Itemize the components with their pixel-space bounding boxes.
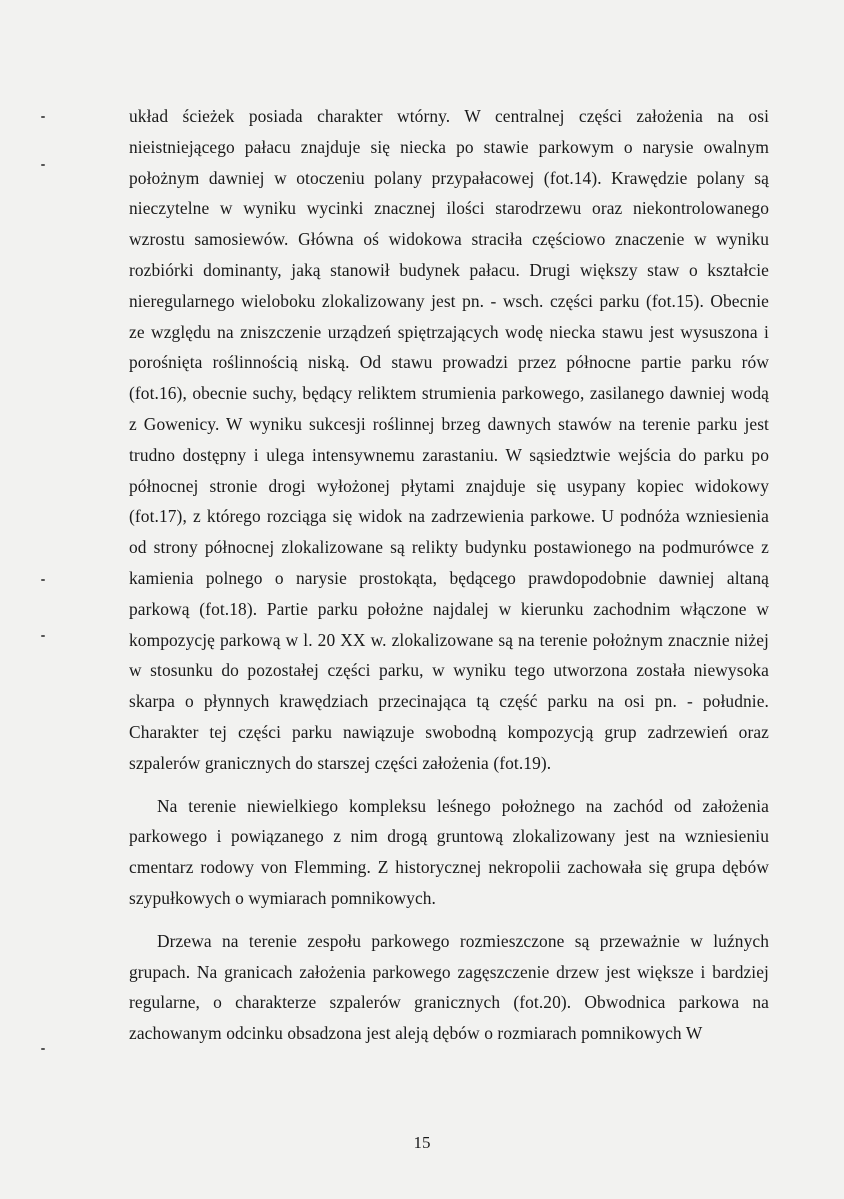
page-number: 15: [413, 1133, 431, 1152]
body-text: [129, 101, 769, 1049]
paragraph-cemetery: Na terenie niewielkiego kompleksu leśnego położnego na zachód od założenia parkowego i powiązanego z nim drogą gruntową zlokalizowany jest na wzniesieniu cmentarz rodowy von Flemming. Z historycznej nekropolii zachowała się grupa dębów szypułkowych o wymiarach pomnikowych.: [129, 795, 769, 908]
scan-speck: [41, 579, 45, 581]
paragraph-trees: Drzewa na terenie zespołu parkowego rozmieszczone są przeważnie w luźnych grupach. Na granicach założenia parkowego zagęszczenie drzew jest większe i bardziej regularne, o charakterze szpalerów granicznych (fot.20). Obwodnica parkowa na zachowanym odcinku obsadzona jest aleją dębów o rozmiarach pomnikowych W: [129, 930, 769, 1044]
paragraph-continuation: układ ścieżek posiada charakter wtórny. W centralnej części założenia na osi nieistniejącego pałacu znajduje się niecka po stawie parkowym o narysie owalnym położnym dawniej w otoczeniu polany przypałacowej (fot.14). Krawędzie polany są nieczytelne w wyniku wycinki znacznej ilości starodrzewu oraz niekontrolowanego wzrostu samosiewów. Główna oś widokowa straciła częściowo znaczenie w wyniku rozbiórki dominanty, jaką stanowił budynek pałacu. Drugi większy staw o kształcie nieregularnego wieloboku zlokalizowany jest pn. - wsch. części parku (fot.15). Obecnie ze względu na zniszczenie urządzeń spiętrzających wodę niecka stawu jest wysuszona i porośnięta roślinnością niską. Od stawu prowadzi przez północne partie parku rów (fot.16), obecnie suchy, będący reliktem strumienia parkowego, zasilanego dawniej wodą z Gowenicy. W wyniku sukcesji roślinnej brzeg dawnych stawów na terenie parku jest trudno dostępny i ulega intensywnemu zarastaniu. W sąsiedztwie wejścia do parku po północnej stronie drogi wyłożonej płytami znajduje się usypany kopiec widokowy (fot.17), z którego rozciąga się widok na zadrzewienia parkowe. U podnóża wzniesienia od strony północnej zlokalizowane są relikty budynku postawionego na podmurówce z kamienia polnego o narysie prostokąta, będącego prawdopodobnie dawniej altaną parkową (fot.18). Partie parku położne najdalej w kierunku zachodnim włączone w kompozycję parkową w l. 20 XX w. zlokalizowane są na terenie położnym znacznie niżej w stosunku do pozostałej części parku, w wyniku tego utworzona została niewysoka skarpa o płynnych krawędziach przecinająca tą część parku na osi pn. - południe. Charakter tej części parku nawiązuje swobodną kompozycją grup zadrzewień oraz szpalerów granicznych do starszej części założenia (fot.19).: [129, 106, 769, 773]
scan-speck: [41, 1048, 45, 1050]
scan-speck: [41, 164, 45, 166]
scan-speck: [41, 635, 45, 637]
scan-speck: [41, 116, 45, 118]
